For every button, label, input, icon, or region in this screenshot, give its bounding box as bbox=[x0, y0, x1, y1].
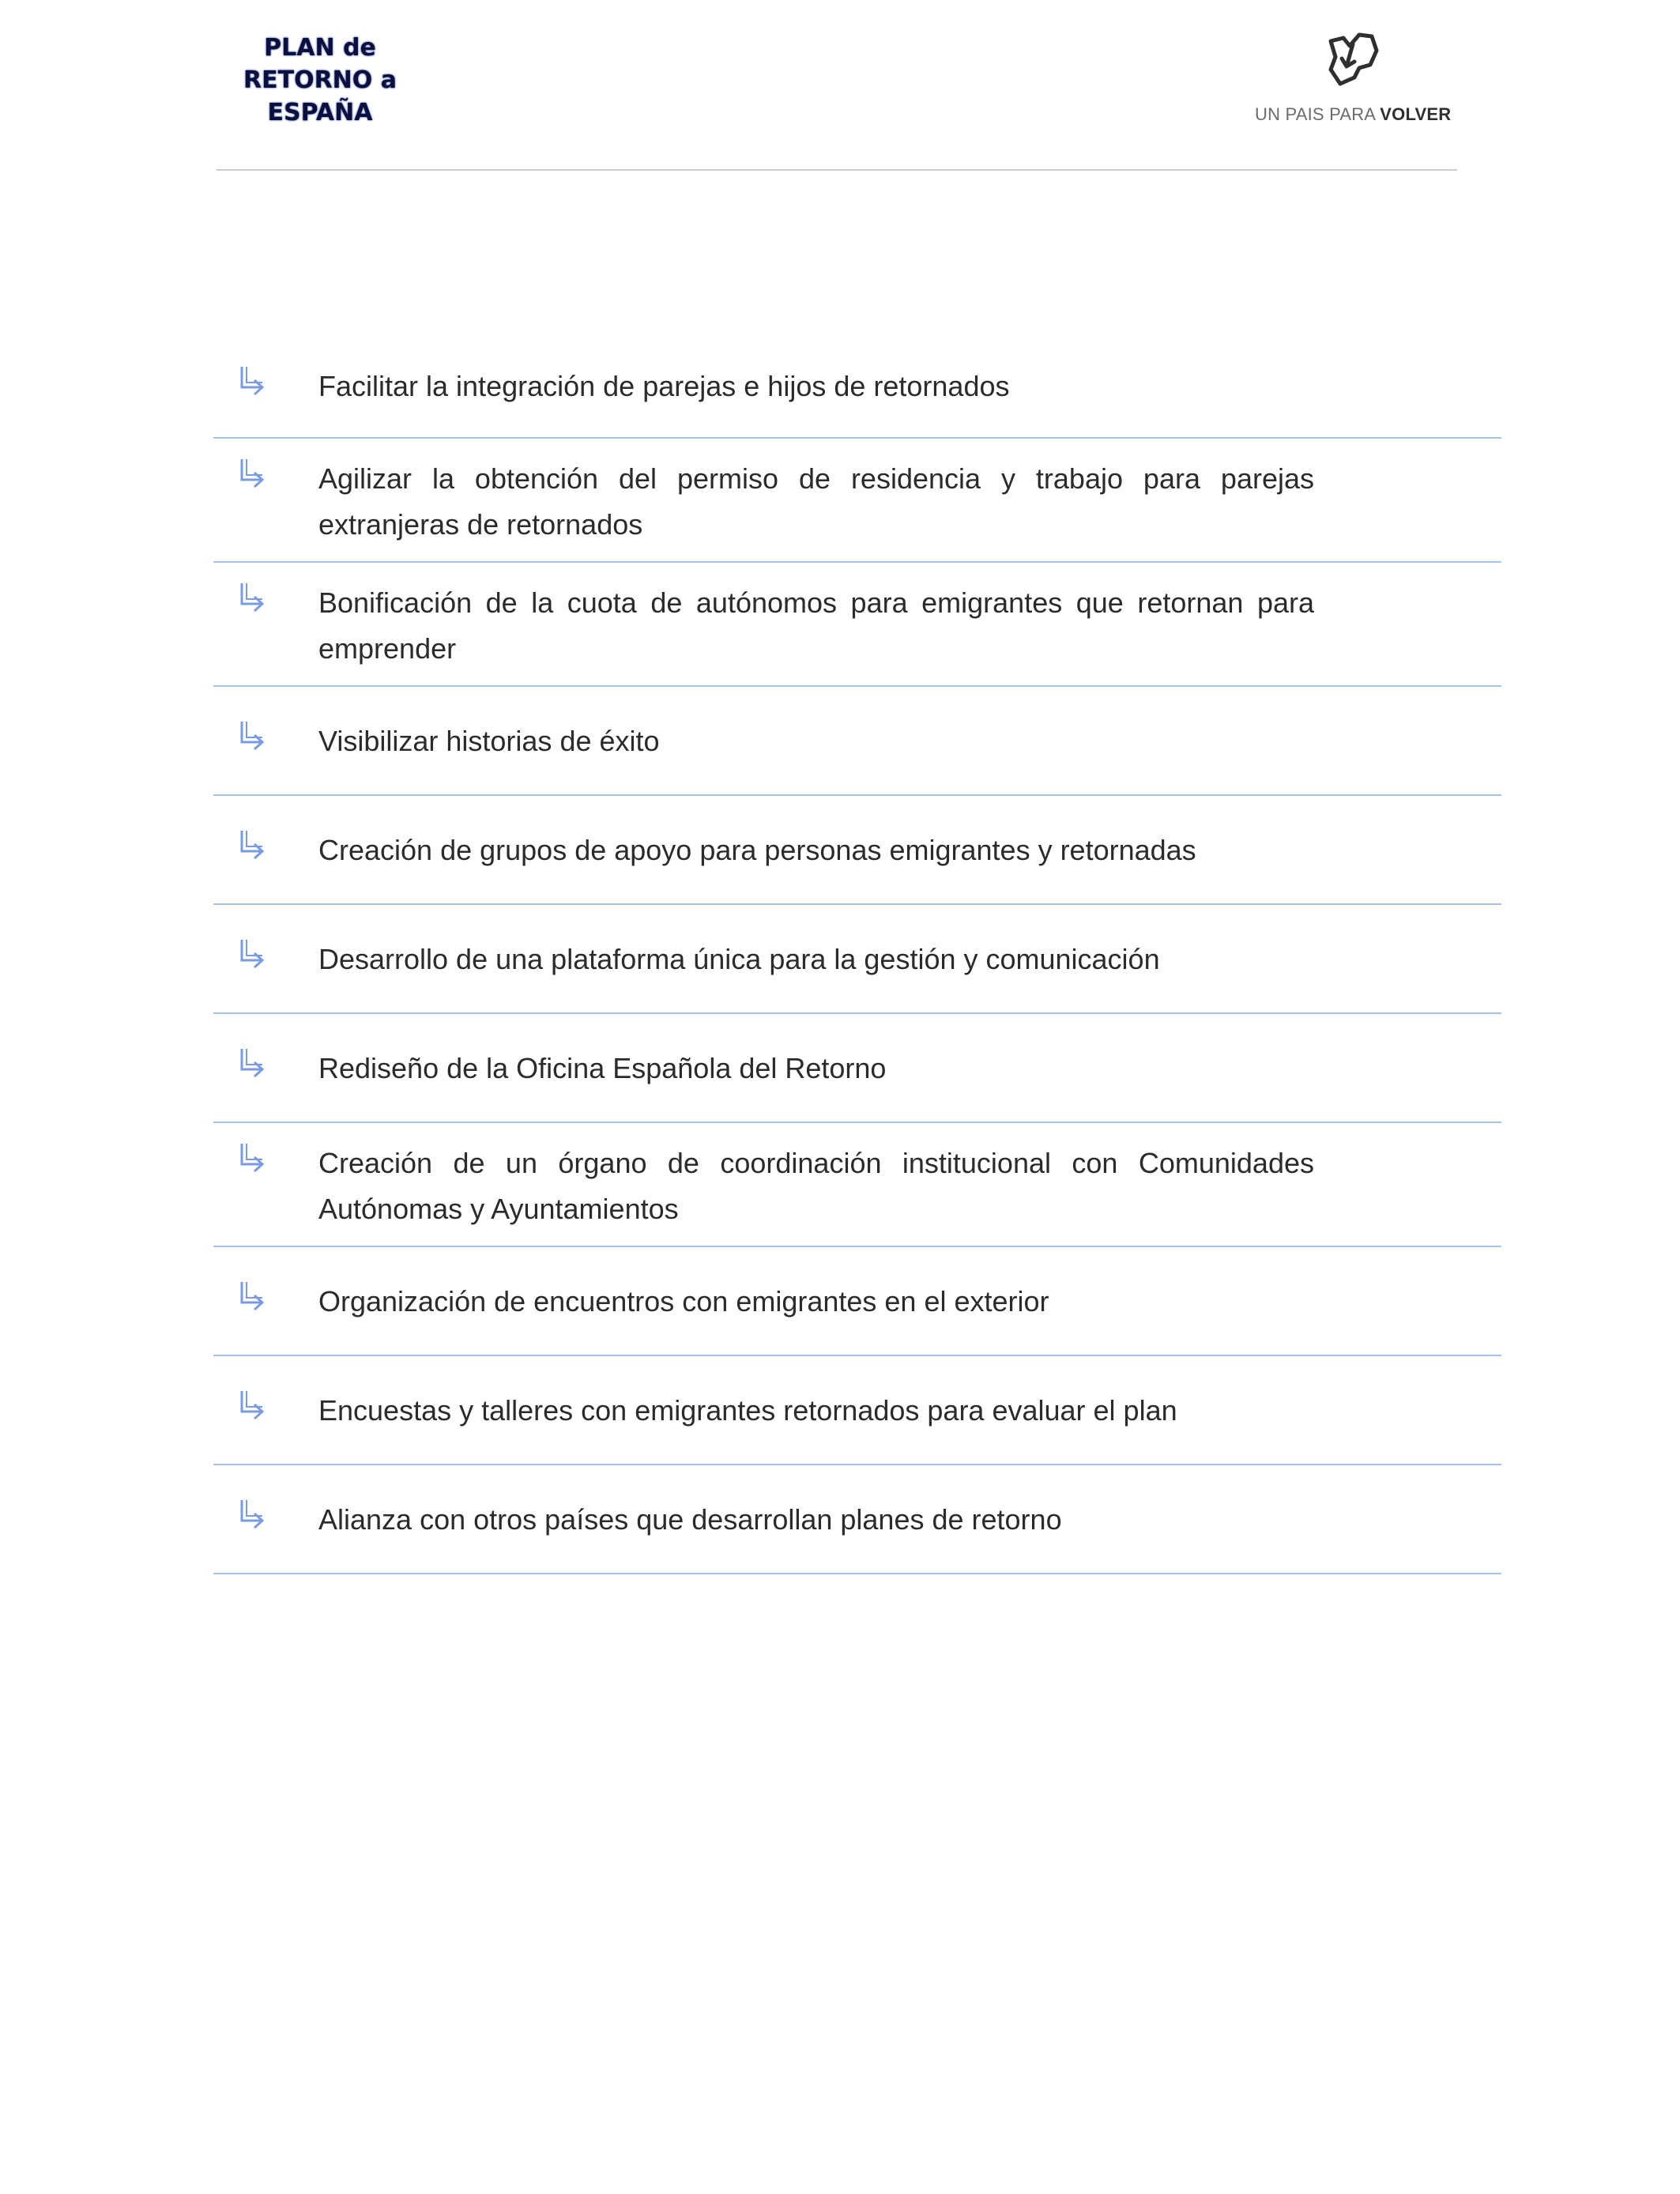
plan-title-logo bbox=[237, 32, 403, 129]
list-item-text: Desarrollo de una plataforma única para la gestión y comunicación bbox=[318, 943, 1160, 975]
list-item bbox=[213, 1356, 1501, 1465]
brand-tagline-regular: UN PAIS PARA bbox=[1255, 104, 1381, 124]
title-line-1: PLAN de bbox=[264, 34, 376, 62]
list-item-text: Creación de grupos de apoyo para personas emigrantes y retornadas bbox=[318, 834, 1196, 866]
list-item bbox=[213, 439, 1501, 563]
list-item-text: Creación de un órgano de coordinación institucional con Comunidades Autónomas y Ayuntamientos bbox=[318, 1147, 1314, 1225]
list-item bbox=[213, 1465, 1501, 1574]
header-divider bbox=[217, 169, 1457, 171]
corner-arrow-icon bbox=[237, 456, 272, 491]
list-item bbox=[213, 1247, 1501, 1356]
list-item bbox=[213, 796, 1501, 905]
brand-tagline-bold: VOLVER bbox=[1380, 104, 1452, 124]
corner-arrow-icon bbox=[237, 1279, 272, 1314]
corner-arrow-icon bbox=[237, 1497, 272, 1532]
list-item bbox=[213, 1123, 1501, 1247]
brand-logo bbox=[1255, 28, 1452, 133]
corner-arrow-icon bbox=[237, 1388, 272, 1423]
corner-arrow-icon bbox=[237, 580, 272, 615]
corner-arrow-icon bbox=[237, 1046, 272, 1080]
title-line-2: RETORNO a bbox=[243, 66, 397, 94]
title-line-3: ESPAÑA bbox=[267, 99, 373, 126]
list-item-text: Bonificación de la cuota de autónomos para emigrantes que retornan para emprender bbox=[318, 586, 1314, 665]
list-item-text: Facilitar la integración de parejas e hijos de retornados bbox=[318, 370, 1010, 402]
corner-arrow-icon bbox=[237, 364, 272, 398]
list-item-text: Visibilizar historias de éxito bbox=[318, 725, 660, 757]
list-item bbox=[213, 905, 1501, 1014]
list-item bbox=[213, 1014, 1501, 1123]
corner-arrow-icon bbox=[237, 827, 272, 862]
corner-arrow-icon bbox=[237, 718, 272, 753]
list-item-text: Organización de encuentros con emigrantes en el exterior bbox=[318, 1285, 1049, 1318]
list-item-text: Alianza con otros países que desarrollan planes de retorno bbox=[318, 1503, 1062, 1536]
list-item-text: Agilizar la obtención del permiso de residencia y trabajo para parejas extranjeras de retornados bbox=[318, 462, 1314, 541]
map-arrow-icon bbox=[1320, 28, 1384, 93]
corner-arrow-icon bbox=[237, 937, 272, 971]
list-item bbox=[213, 563, 1501, 687]
list-item bbox=[213, 687, 1501, 796]
list-item bbox=[213, 332, 1501, 439]
list-item-text: Rediseño de la Oficina Española del Retorno bbox=[318, 1052, 887, 1084]
brand-tagline bbox=[1255, 104, 1452, 125]
list-item-text: Encuestas y talleres con emigrantes retornados para evaluar el plan bbox=[318, 1394, 1177, 1427]
corner-arrow-icon bbox=[237, 1140, 272, 1175]
